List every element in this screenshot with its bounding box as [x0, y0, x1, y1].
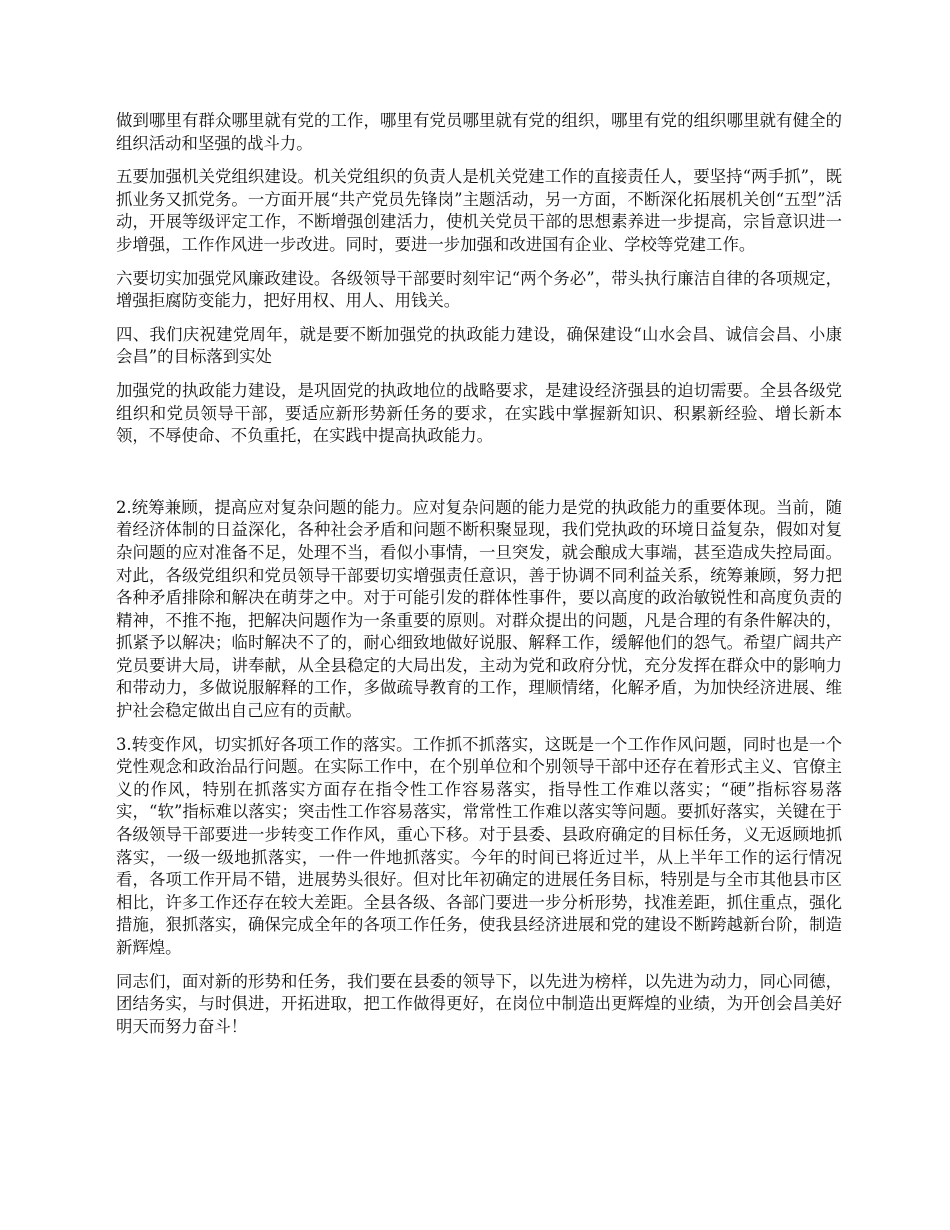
paragraph-point-2: 2.统筹兼顾，提高应对复杂问题的能力。应对复杂问题的能力是党的执政能力的重要体现。当前，随着经济体制的日益深化，各种社会矛盾和问题不断积聚显现，我们党执政的环境日益复杂，假如对复杂问题的应对准备不足，处理不当，看似小事情，一旦突发，就会酿成大事端，甚至造成失控局面。对此，各级党组织和党员领导干部要切实增强责任意识，善于协调不同利益关系，统筹兼顾，努力把各种矛盾排除和解决在萌芽之中。对于可能引发的群体性事件，要以高度的政治敏锐性和高度负责的精神，不推不拖，把解决问题作为一条重要的原则。对群众提出的问题，凡是合理的有条件解决的，抓紧予以解决；临时解决不了的，耐心细致地做好说服、解释工作，缓解他们的怨气。希望广阔共产党员要讲大局，讲奉献，从全县稳定的大局出发，主动为党和政府分忧，充分发挥在群众中的影响力和带动力，多做说服解释的工作，多做疏导教育的工作，理顺情绪，化解矛盾，为加快经济进展、维护社会稳定做出自己应有的贡献。 [116, 497, 842, 721]
paragraph-governing-capacity: 加强党的执政能力建设，是巩固党的执政地位的战略要求，是建设经济强县的迫切需要。全县各级党组织和党员领导干部，要适应新形势新任务的要求，在实践中掌握新知识、积累新经验、增长新本领，不辱使命、不负重托，在实践中提高执政能力。 [116, 380, 842, 446]
document-page [116, 110, 842, 1049]
section-heading-four: 四、我们庆祝建党周年，就是要不断加强党的执政能力建设，确保建设“山水会昌、诚信会昌、小康会昌”的目标落到实处 [116, 324, 842, 367]
paragraph-intro-continuation: 做到哪里有群众哪里就有党的工作，哪里有党员哪里就有党的组织，哪里有党的组织哪里就有健全的组织活动和坚强的战斗力。 [116, 111, 842, 153]
paragraph-clean-governance: 六要切实加强党风廉政建设。各级领导干部要时刻牢记“两个务必”，带头执行廉洁自律的各项规定，增强拒腐防变能力，把好用权、用人、用钱关。 [116, 268, 842, 311]
paragraph-point-3: 3.转变作风，切实抓好各项工作的落实。工作抓不抓落实，这既是一个工作作风问题，同时也是一个党性观念和政治品行问题。在实际工作中，在个别单位和个别领导干部中还存在着形式主义、官僚主义的作风，特别在抓落实方面存在指令性工作容易落实，指导性工作难以落实；“硬”指标容易落实，“软”指标难以落实；突击性工作容易落实，常常性工作难以落实等问题。要抓好落实，关键在于各级领导干部要进一步转变工作作风，重心下移。对于县委、县政府确定的目标任务，义无返顾地抓落实，一级一级地抓落实，一件一件地抓落实。今年的时间已将近过半，从上半年工作的运行情况看，各项工作开局不错，进展势头很好。但对比年初确定的进展任务目标，特别是与全市其他县市区相比，许多工作还存在较大差距。全县各级、各部门要进一步分析形势，找准差距，抓住重点，强化措施，狠抓落实，确保完成全年的各项工作任务，使我县经济进展和党的建设不断跨越新台阶，制造新辉煌。 [116, 734, 842, 957]
paragraph-party-organization: 五要加强机关党组织建设。机关党组织的负责人是机关党建工作的直接责任人，要坚持“两手抓”，既抓业务又抓党务。一方面开展“共产党员先锋岗”主题活动，另一方面，不断深化拓展机关创“五型”活动，开展等级评定工作，不断增强创建活力，使机关党员干部的思想素养进一步提高，宗旨意识进一步增强，工作作风进一步改进。同时，要进一步加强和改进国有企业、学校等党建工作。 [116, 167, 842, 254]
section-spacer [116, 459, 842, 497]
paragraph-closing: 同志们，面对新的形势和任务，我们要在县委的领导下，以先进为榜样，以先进为动力，同心同德，团结务实，与时俱进，开拓进取，把工作做得更好，在岗位中制造出更辉煌的业绩，为开创会昌美好明天而努力奋斗！ [116, 971, 842, 1036]
